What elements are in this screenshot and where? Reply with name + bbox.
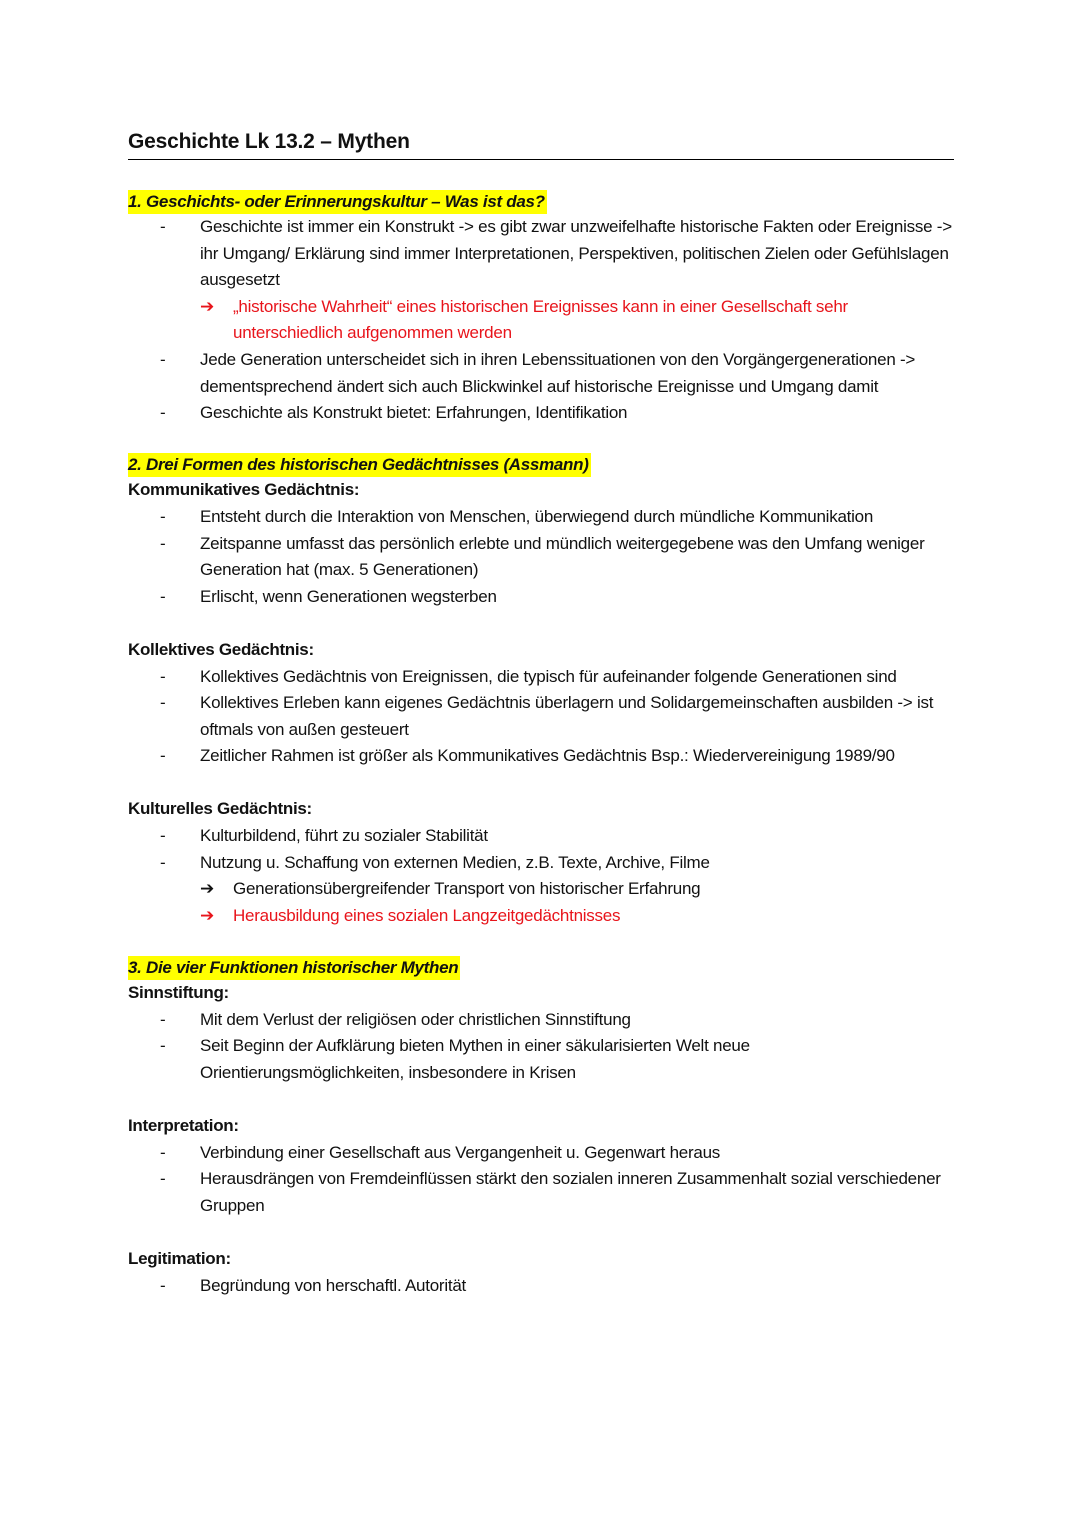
dash-bullet-icon: - — [160, 1009, 166, 1029]
list-item — [128, 1140, 954, 1167]
list-item-text: Jede Generation unterscheidet sich in ihren Lebenssituationen von den Vorgängergenerationen -> dementsprechend ändert sich auch Blickwinkel auf historische Ereignisse und Umgang damit — [200, 349, 916, 396]
subsection-title: Sinnstiftung: — [128, 983, 229, 1003]
list-item-text: Erlischt, wenn Generationen wegsterben — [200, 586, 497, 606]
list-item-text: Begründung von herschaftl. Autorität — [200, 1275, 467, 1295]
bullet-list — [128, 664, 954, 770]
page-title: Geschichte Lk 13.2 – Mythen — [128, 128, 954, 160]
dash-bullet-icon: - — [160, 746, 166, 766]
subsection-interpretation — [128, 1113, 954, 1219]
list-item-text: Zeitlicher Rahmen ist größer als Kommunikatives Gedächtnis Bsp.: Wiedervereinigung 1989/90 — [200, 746, 895, 766]
list-item — [128, 1033, 954, 1086]
list-item — [128, 690, 954, 743]
dash-bullet-icon: - — [160, 1036, 166, 1056]
arrow-item — [200, 876, 954, 903]
list-item — [128, 531, 954, 584]
subsection-kollektives-gedaechtnis — [128, 637, 954, 770]
list-item — [128, 504, 954, 531]
list-item-text: Nutzung u. Schaffung von externen Medien, z.B. Texte, Archive, Filme — [200, 852, 710, 872]
dash-bullet-icon: - — [160, 666, 166, 686]
section-heading: 1. Geschichts- oder Erinnerungskultur – Was ist das? — [128, 190, 547, 214]
list-item — [128, 1273, 954, 1300]
dash-bullet-icon: - — [160, 349, 166, 369]
bullet-list — [128, 823, 954, 929]
subsection-sinnstiftung — [128, 980, 954, 1086]
section-heading: 3. Die vier Funktionen historischer Mythen — [128, 956, 460, 980]
bullet-list — [128, 1140, 954, 1220]
dash-bullet-icon: - — [160, 533, 166, 553]
subsection-title: Kommunikatives Gedächtnis: — [128, 480, 360, 500]
arrow-item — [200, 903, 954, 930]
list-item — [128, 664, 954, 691]
dash-bullet-icon: - — [160, 1169, 166, 1189]
subsection-title: Legitimation: — [128, 1248, 231, 1268]
list-item-text: Herausdrängen von Fremdeinflüssen stärkt den sozialen inneren Zusammenhalt sozial verschiedener Gruppen — [200, 1169, 941, 1215]
dash-bullet-icon: - — [160, 826, 166, 846]
list-item-text: Kollektives Gedächtnis von Ereignissen, die typisch für aufeinander folgende Generationen sind — [200, 666, 897, 686]
bullet-list — [128, 1007, 954, 1087]
document-page — [128, 128, 954, 1299]
list-item-text: Kulturbildend, führt zu sozialer Stabilität — [200, 826, 488, 846]
list-item — [128, 584, 954, 611]
subsection-legitimation — [128, 1246, 954, 1299]
subsection-title: Kollektives Gedächtnis: — [128, 639, 314, 659]
arrow-list — [200, 876, 954, 929]
section-3 — [128, 956, 954, 1299]
list-item-text: Geschichte ist immer ein Konstrukt -> es gibt zwar unzweifelhafte historische Fakten oder Ereignisse -> ihr Umgang/ Erklärung sind immer Interpretationen, Perspektiven, politischen Zielen oder Gefühlslagen ausgesetzt — [200, 217, 952, 290]
list-item-text: Geschichte als Konstrukt bietet: Erfahrungen, Identifikation — [200, 403, 628, 423]
bullet-list — [128, 504, 954, 610]
section-2 — [128, 453, 954, 929]
subsection-kulturelles-gedaechtnis — [128, 796, 954, 929]
list-item — [128, 400, 954, 427]
arrow-item-text: „historische Wahrheit“ eines historischen Ereignisses kann in einer Gesellschaft sehr unterschiedlich aufgenommen werden — [233, 296, 848, 343]
dash-bullet-icon: - — [160, 217, 166, 236]
dash-bullet-icon: - — [160, 403, 166, 423]
arrow-list — [200, 294, 954, 347]
list-item — [128, 1166, 954, 1219]
dash-bullet-icon: - — [160, 506, 166, 526]
arrow-right-icon: ➔ — [200, 879, 214, 899]
list-item — [128, 1007, 954, 1034]
bullet-list — [128, 1273, 954, 1300]
dash-bullet-icon: - — [160, 1275, 166, 1295]
subsection-kommunikatives-gedaechtnis — [128, 477, 954, 610]
dash-bullet-icon: - — [160, 693, 166, 713]
arrow-right-icon: ➔ — [200, 296, 214, 316]
list-item — [128, 850, 954, 930]
dash-bullet-icon: - — [160, 586, 166, 606]
list-item-text: Seit Beginn der Aufklärung bieten Mythen in einer säkularisierten Welt neue Orientierungsmöglichkeiten, insbesondere in Krisen — [200, 1036, 750, 1082]
arrow-item — [200, 294, 954, 347]
list-item — [128, 347, 954, 400]
dash-bullet-icon: - — [160, 852, 166, 872]
list-item-text: Kollektives Erleben kann eigenes Gedächtnis überlagern und Solidargemeinschaften ausbilden -> ist oftmals von außen gesteuert — [200, 693, 934, 739]
list-item-text: Zeitspanne umfasst das persönlich erlebte und mündlich weitergegebene was den Umfang weniger Generation hat (max. 5 Generationen) — [200, 533, 925, 580]
list-item — [128, 214, 954, 347]
arrow-item-text: Generationsübergreifender Transport von historischer Erfahrung — [233, 879, 701, 899]
list-item — [128, 823, 954, 850]
list-item-text: Mit dem Verlust der religiösen oder christlichen Sinnstiftung — [200, 1009, 631, 1029]
dash-bullet-icon: - — [160, 1142, 166, 1162]
arrow-right-icon: ➔ — [200, 905, 214, 925]
subsection-title: Interpretation: — [128, 1116, 239, 1135]
section-1 — [128, 190, 954, 427]
list-item — [128, 743, 954, 770]
bullet-list — [128, 214, 954, 427]
subsection-title: Kulturelles Gedächtnis: — [128, 799, 312, 819]
section-heading: 2. Drei Formen des historischen Gedächtnisses (Assmann) — [128, 453, 591, 477]
arrow-item-text: Herausbildung eines sozialen Langzeitgedächtnisses — [233, 905, 621, 925]
list-item-text: Verbindung einer Gesellschaft aus Vergangenheit u. Gegenwart heraus — [200, 1142, 721, 1162]
list-item-text: Entsteht durch die Interaktion von Menschen, überwiegend durch mündliche Kommunikation — [200, 506, 874, 526]
